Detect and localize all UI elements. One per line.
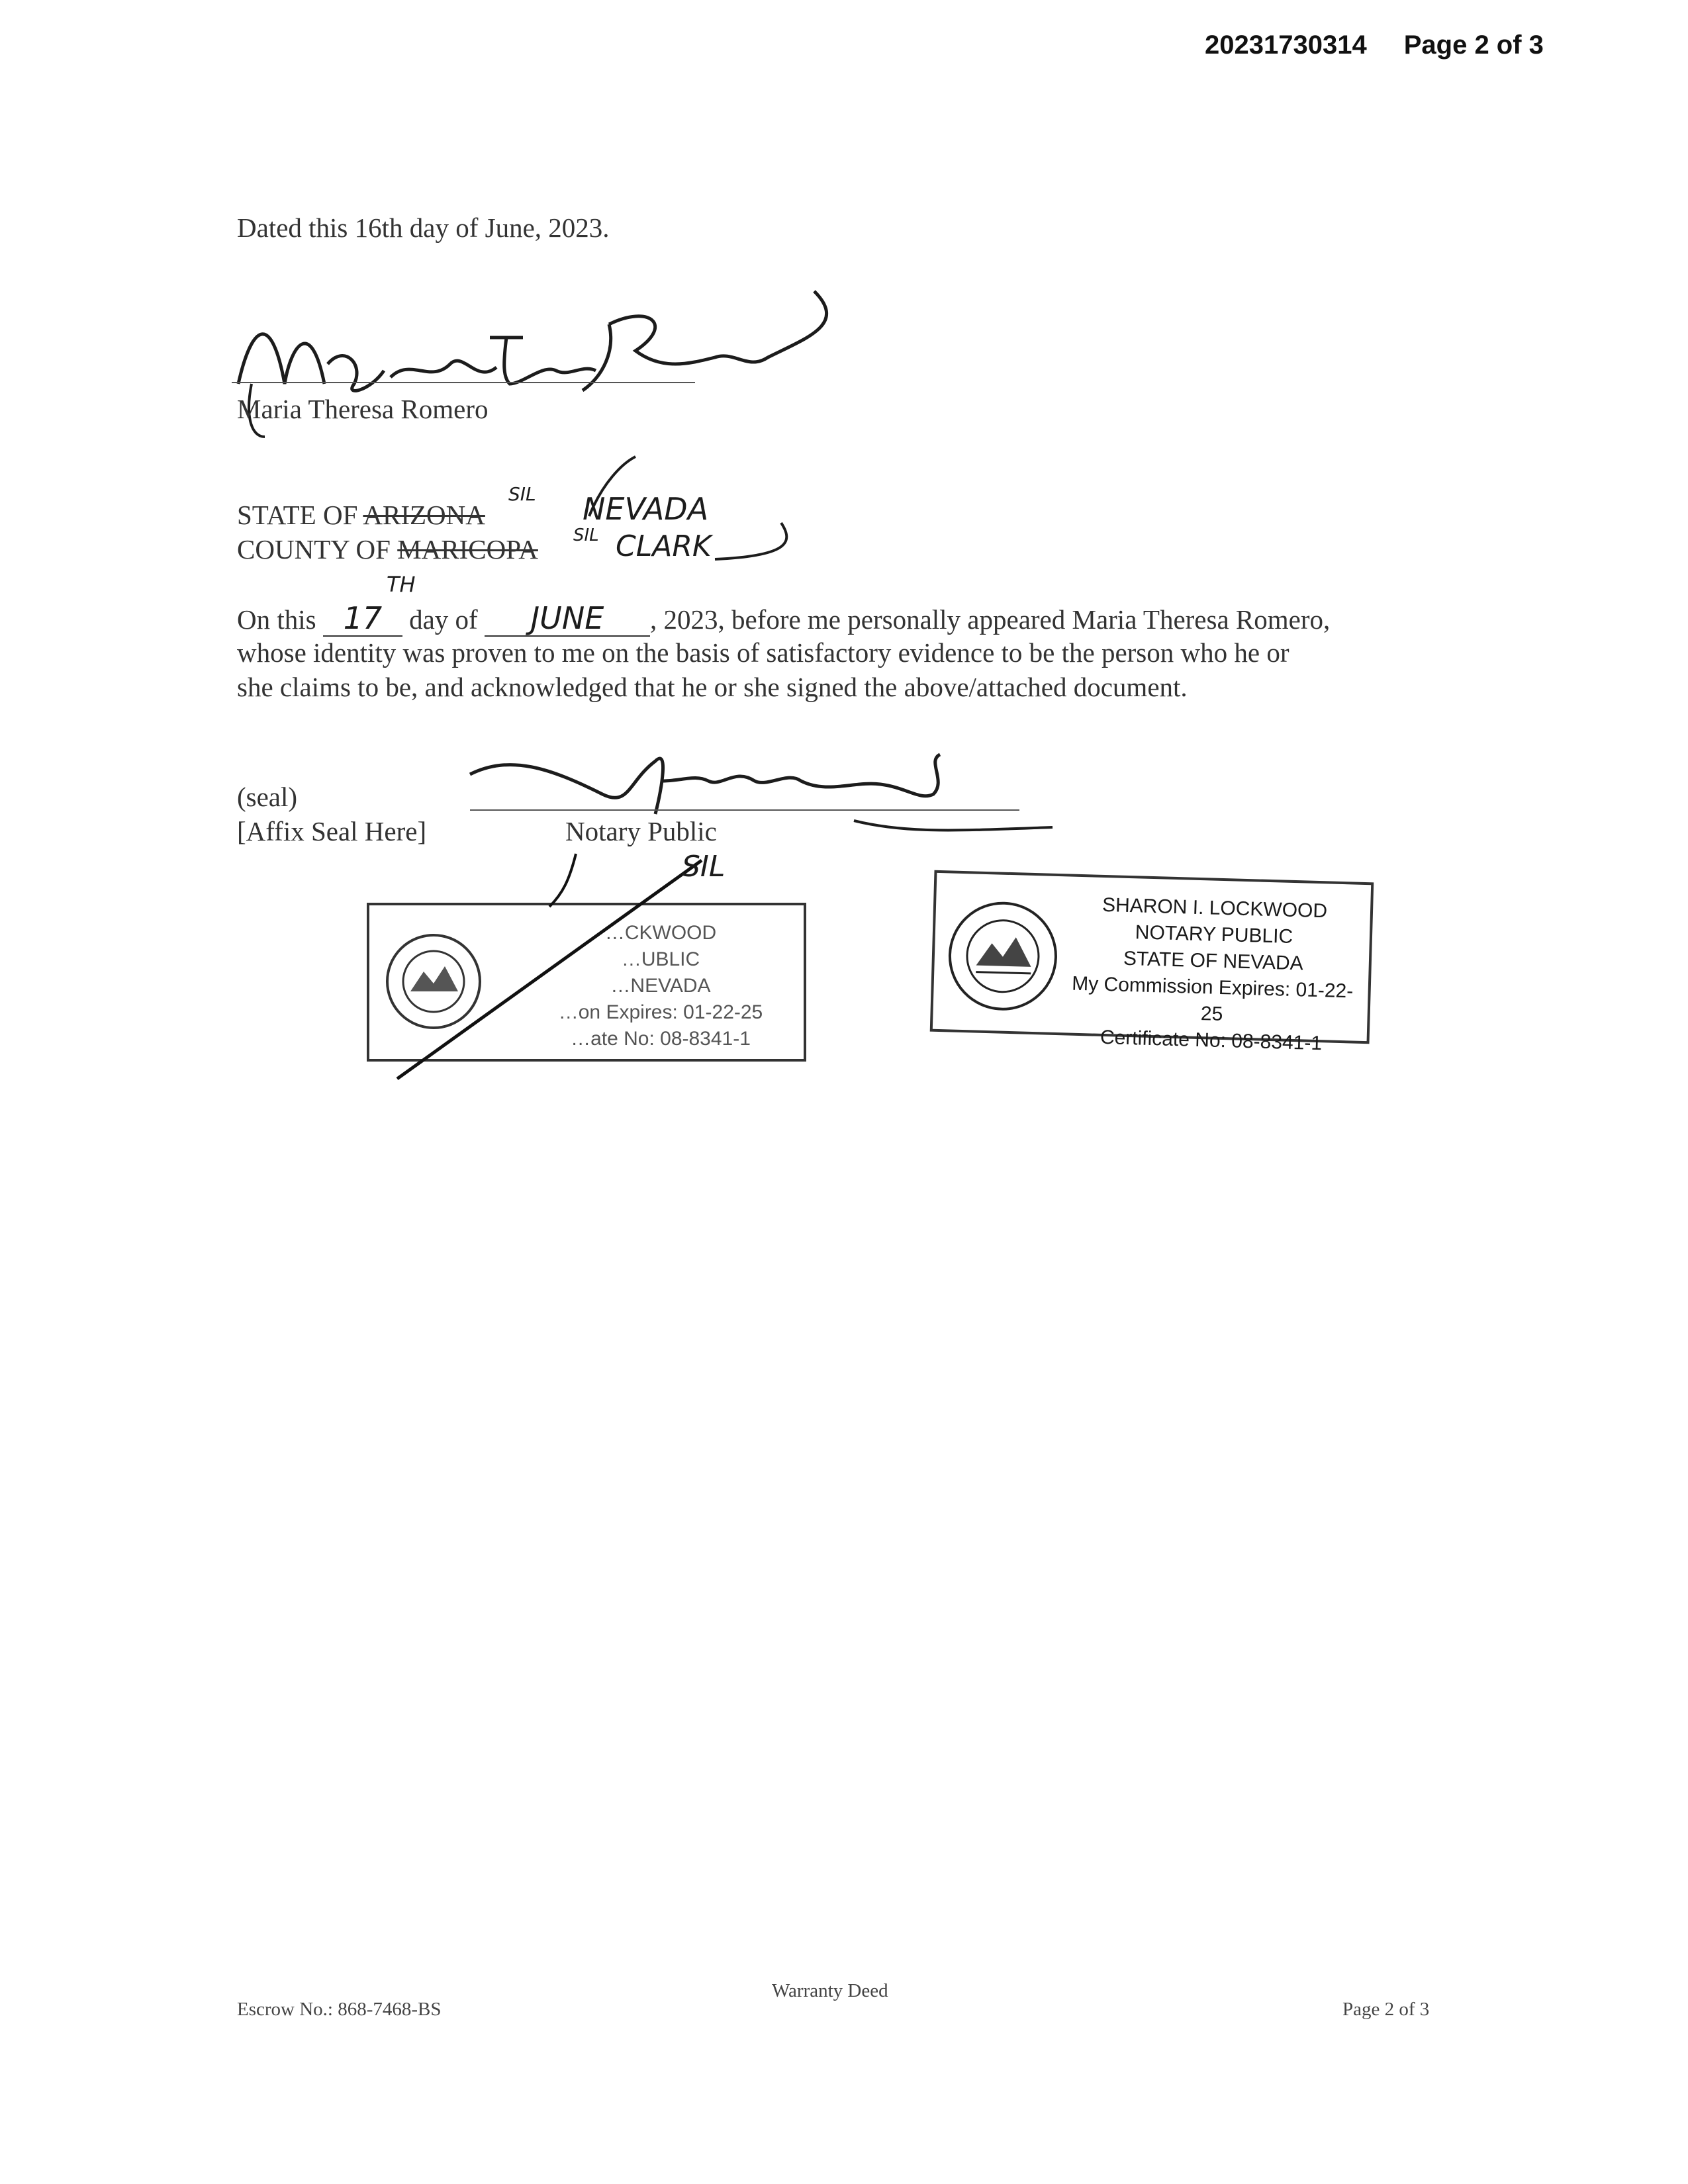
day-suffix-handwritten: TH [387, 572, 416, 597]
county-prefix: COUNTY OF [237, 534, 391, 565]
venue-bracket-mark [583, 457, 808, 569]
state-struck: ARIZONA [363, 500, 485, 530]
voided-stamp-line-5: …ate No: 08-8341-1 [571, 1028, 751, 1050]
voided-stamp-line-2: …UBLIC [621, 948, 700, 970]
state-prefix: STATE OF [237, 500, 358, 530]
voided-stamp-line-4: …on Expires: 01-22-25 [558, 1001, 763, 1023]
notary-stamp-valid [930, 870, 1374, 1055]
county-handwritten: CLARK [616, 529, 712, 563]
stamp-state: STATE OF NEVADA [1123, 947, 1304, 975]
affix-seal-label: [Affix Seal Here] [237, 816, 427, 846]
ack-mid: day of [409, 604, 478, 635]
county-struck: MARICOPA [397, 534, 538, 565]
state-handwritten: NEVADA [583, 491, 709, 527]
stamp-certificate-number: Certificate No: 08-8341-1 [1100, 1026, 1323, 1055]
stamp-name: SHARON I. LOCKWOOD [1102, 893, 1328, 923]
page-header [1205, 30, 1589, 60]
voided-stamp-line-3: …NEVADA [610, 975, 711, 997]
notary-signature [457, 741, 1066, 834]
ack-prefix: On this [237, 604, 316, 635]
state-initials: SIL [508, 483, 536, 505]
footer-escrow-number: Escrow No.: 868-7468-BS [237, 1999, 442, 2020]
ack-line-1 [237, 601, 1330, 637]
ack-line-3: she claims to be, and acknowledged that he or she signed the above/attached document. [237, 672, 1188, 702]
voided-stamp-line-1: …CKWOOD [604, 922, 717, 944]
nevada-seal-icon [945, 898, 1061, 1014]
ack-line1-rest: , 2023, before me personally appeared Maria Theresa Romero, [649, 604, 1331, 635]
county-initials: SIL [573, 525, 599, 545]
notary-public-label: Notary Public [565, 816, 717, 846]
footer-page-number: Page 2 of 3 [1342, 1999, 1430, 2020]
document-number: 20231730314 [1205, 30, 1367, 60]
ack-month-field: JUNE [485, 601, 650, 637]
cross-out-initials: SIL [682, 850, 726, 884]
county-line [237, 532, 538, 567]
dated-line: Dated this 16th day of June, 2023. [237, 212, 610, 243]
ack-day-field: 17 [323, 601, 402, 637]
signer-printed-name: Maria Theresa Romero [237, 394, 489, 424]
stamp-commission-expires: My Commission Expires: 01-22-25 [1071, 972, 1354, 1026]
seal-label: (seal) [237, 782, 298, 812]
footer-document-title: Warranty Deed [772, 1980, 888, 2001]
stamp-title: NOTARY PUBLIC [1135, 921, 1293, 948]
header-page-label: Page 2 of 3 [1403, 30, 1544, 60]
ack-line-2: whose identity was proven to me on the basis of satisfactory evidence to be the person who he or [237, 637, 1289, 668]
state-line [237, 498, 485, 532]
